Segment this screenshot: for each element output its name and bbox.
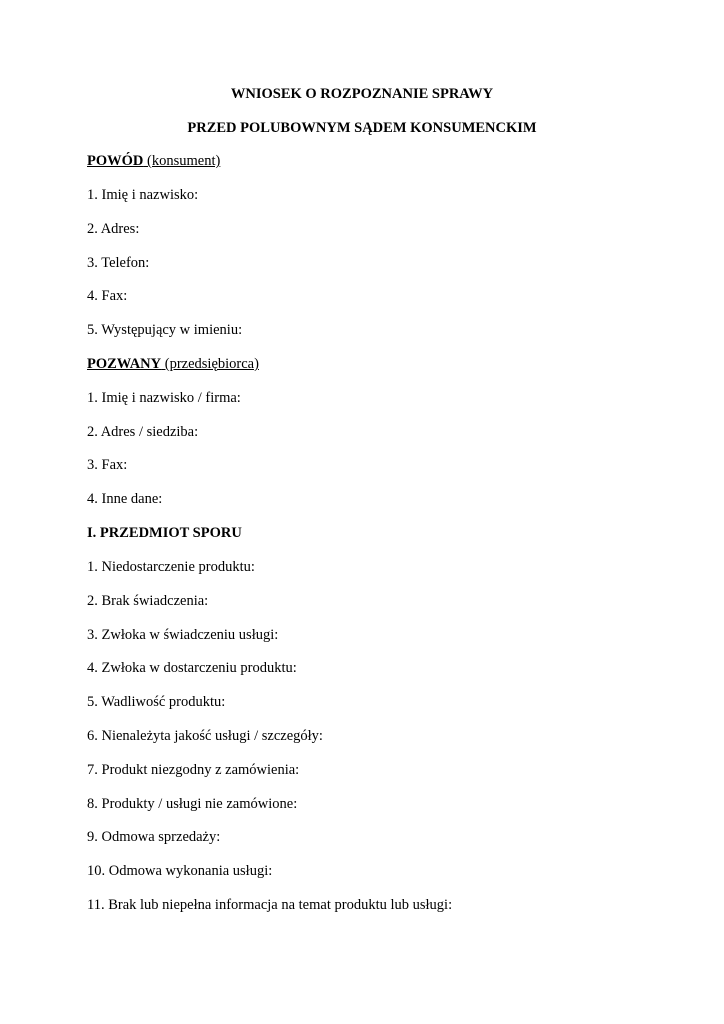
subject-item: 3. Zwłoka w świadczeniu usługi: [87,627,279,643]
plaintiff-field-fax: 4. Fax: [87,288,128,304]
plaintiff-field-phone: 3. Telefon: [87,255,150,271]
subject-item: 6. Nienależyta jakość usługi / szczegóły: [87,728,323,744]
document-title: WNIOSEK O ROZPOZNANIE SPRAWY [230,86,494,102]
subject-item: 8. Produkty / usługi nie zamówione: [87,796,298,812]
defendant-field-fax: 3. Fax: [87,457,128,473]
defendant-field-name: 1. Imię i nazwisko / firma: [87,390,241,406]
defendant-heading-label: POZWANY [87,356,162,372]
defendant-field-address: 2. Adres / siedziba: [87,424,199,440]
subject-item: 2. Brak świadczenia: [87,593,209,609]
document-subtitle: PRZED POLUBOWNYM SĄDEM KONSUMENCKIM [187,120,537,136]
subject-item: 5. Wadliwość produktu: [87,694,226,710]
subject-item: 4. Zwłoka w dostarczeniu produktu: [87,660,297,676]
subject-heading: I. PRZEDMIOT SPORU [87,525,242,541]
plaintiff-heading-label: POWÓD [87,153,144,169]
defendant-heading-note: (przedsiębiorca) [161,356,259,372]
subject-item: 7. Produkt niezgodny z zamówienia: [87,762,300,778]
plaintiff-field-name: 1. Imię i nazwisko: [87,187,199,203]
subject-item: 9. Odmowa sprzedaży: [87,829,221,845]
subject-item: 11. Brak lub niepełna informacja na temat produktu lub usługi: [87,897,453,913]
defendant-heading [87,356,259,373]
plaintiff-field-address: 2. Adres: [87,221,140,237]
subject-item: 1. Niedostarczenie produktu: [87,559,255,575]
subject-item: 10. Odmowa wykonania usługi: [87,863,273,879]
plaintiff-field-representative: 5. Występujący w imieniu: [87,322,243,338]
plaintiff-heading [87,153,220,170]
plaintiff-heading-note: (konsument) [143,153,221,169]
defendant-field-other: 4. Inne dane: [87,491,163,507]
